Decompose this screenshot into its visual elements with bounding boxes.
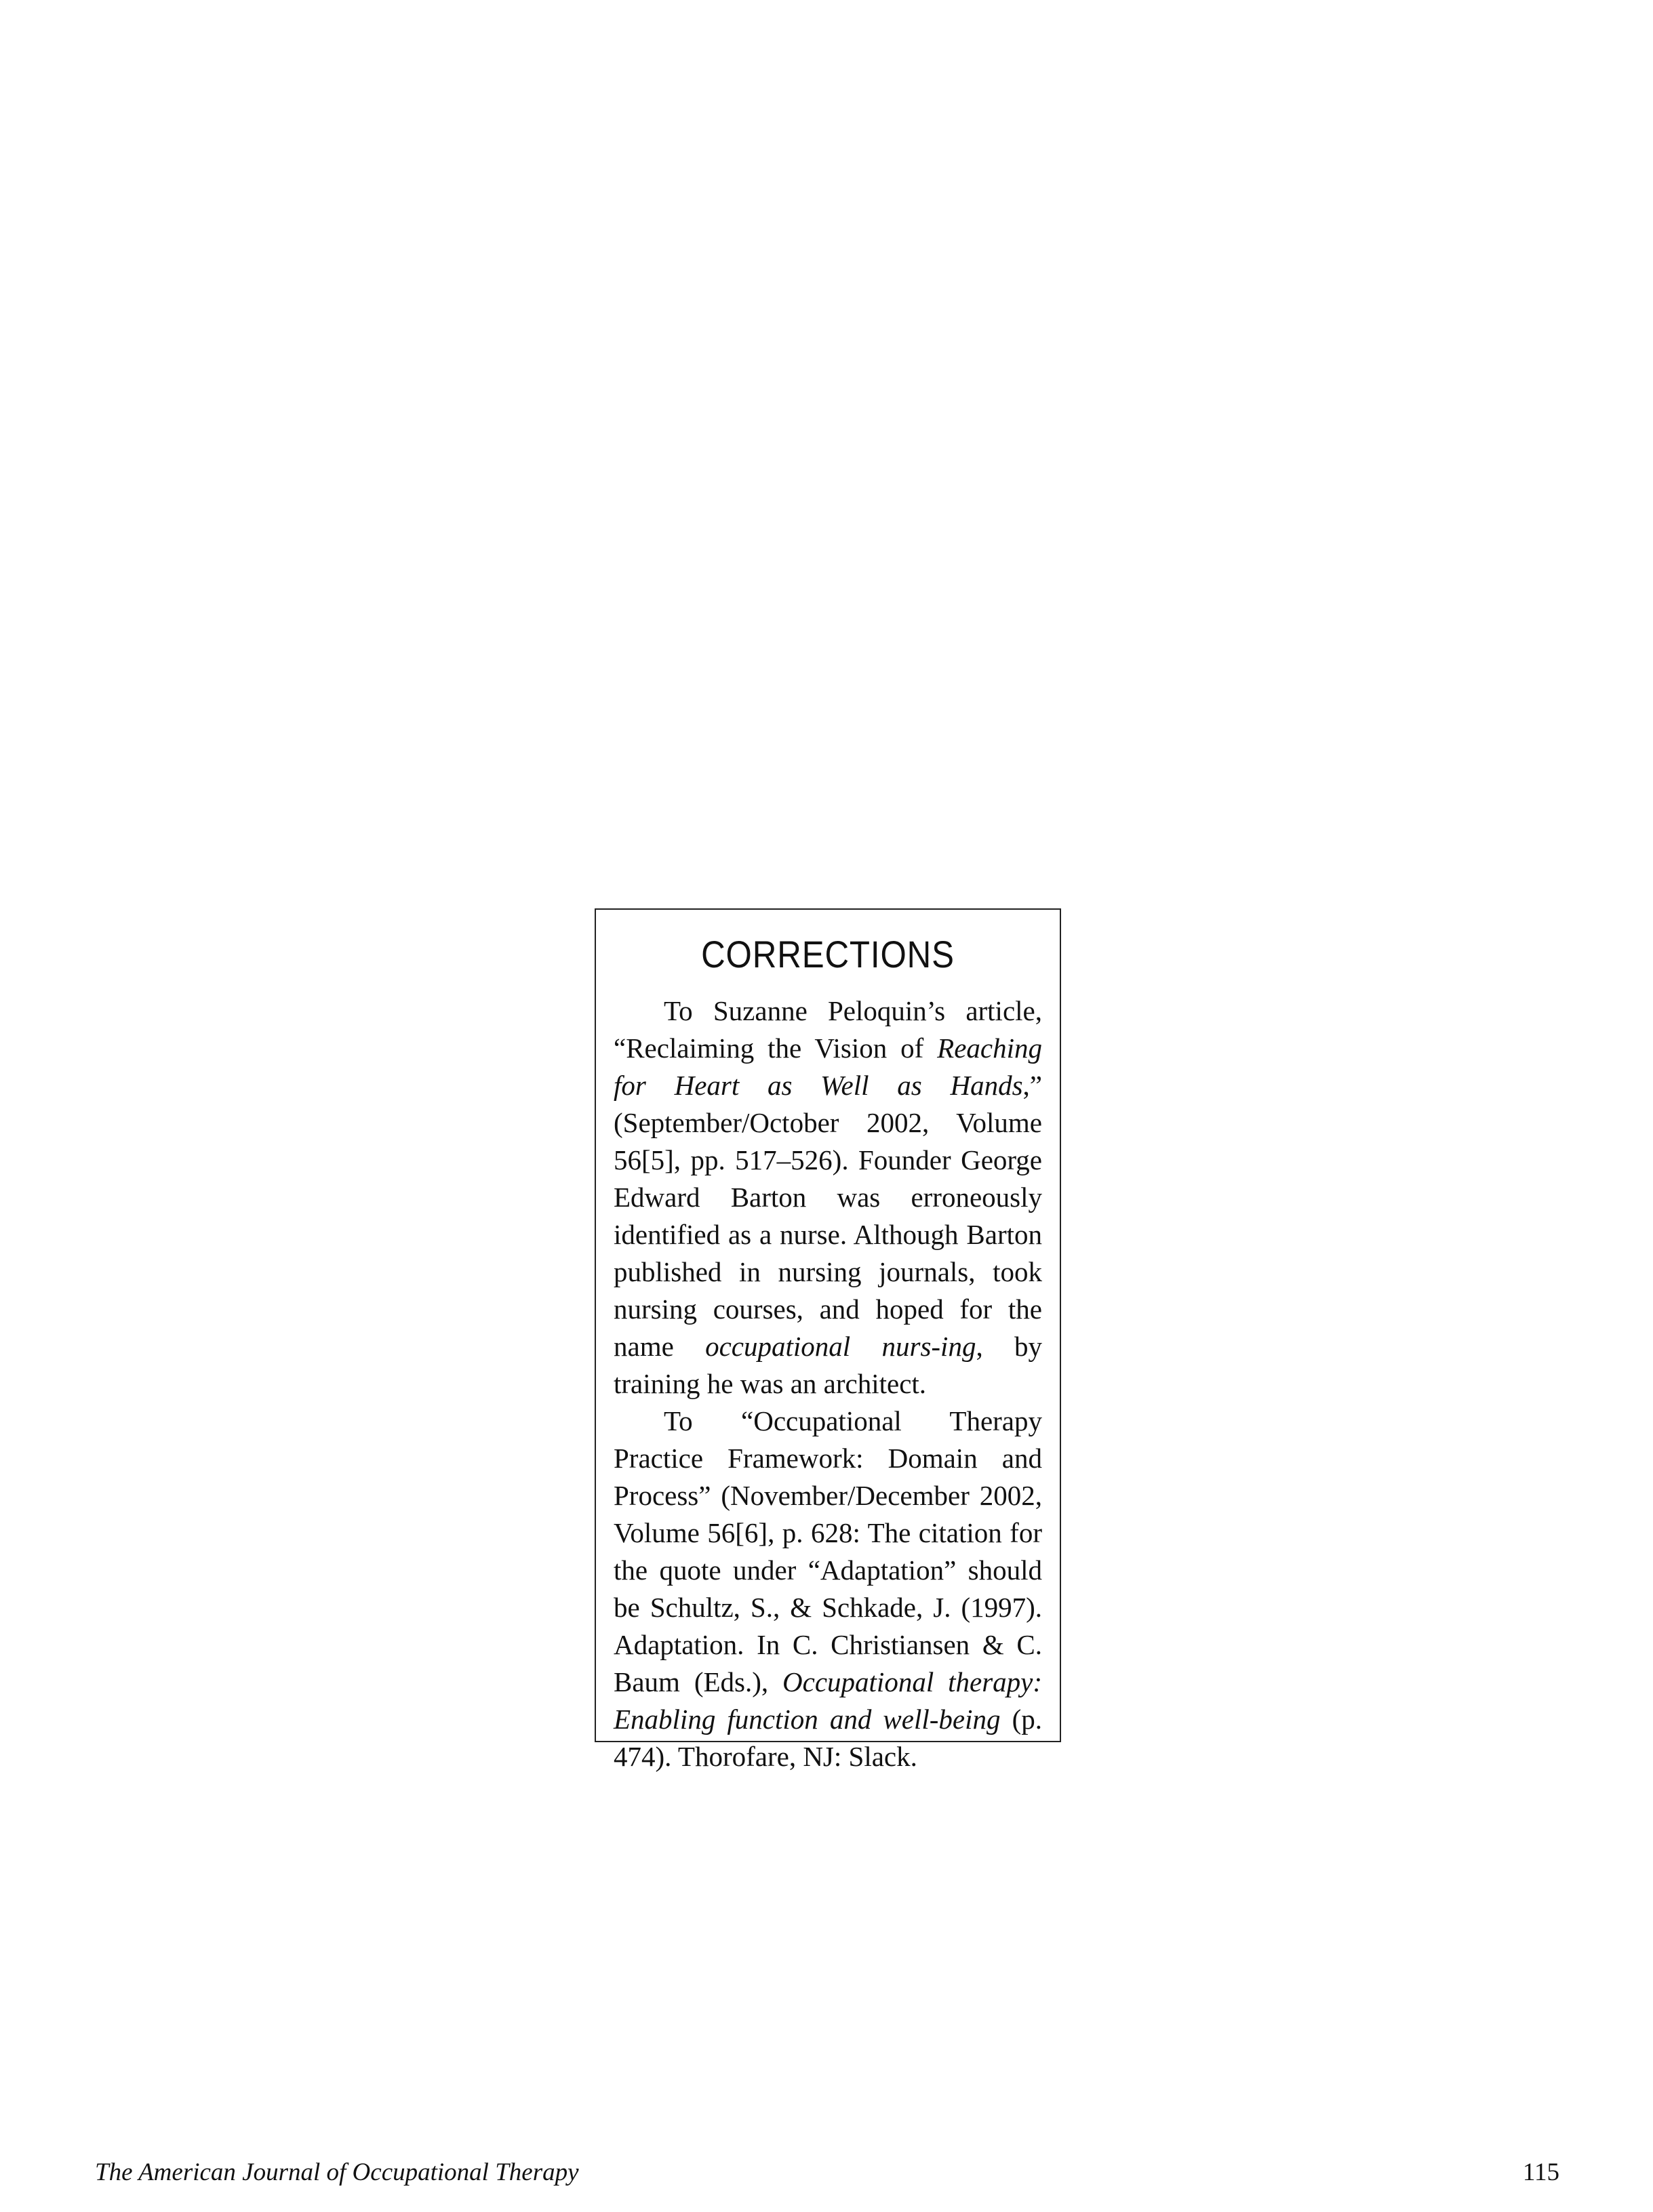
corrections-title: CORRECTIONS xyxy=(701,933,955,976)
paragraph-text: To “Occupational Therapy Practice Framework: Domain and Process” (November/December 2002, Volume 56[6], p. 628: The citation for the quote under “Adaptation” should be Schultz, S., & Schkade, J. (1997). Adaptation. In C. Christiansen & C. Baum (Eds.), xyxy=(614,1405,1042,1697)
paragraph-italic-text: Reaching for Heart as Well as Hands xyxy=(614,1032,1042,1101)
paragraph-text: ,” (September/October 2002, Volume 56[5], pp. 517–526). Founder George Edward Barton was erroneously identified as a nurse. Although Barton published in nursing journals, took nursing courses, and hoped for the name xyxy=(614,1070,1042,1362)
paragraph-italic-text: Occupational therapy: Enabling function and well-being xyxy=(614,1666,1042,1735)
footer-page-number: 115 xyxy=(1522,2158,1559,2186)
paragraph-italic-text: occupational nurs-ing xyxy=(705,1331,976,1362)
paragraph-text: , by training he was an architect. xyxy=(614,1331,1043,1399)
corrections-box xyxy=(595,908,1061,1772)
correction-paragraph-framework xyxy=(614,1403,1042,1775)
footer-journal-name: The American Journal of Occupational Therapy xyxy=(95,2158,579,2186)
correction-paragraph-peloquin xyxy=(614,992,1042,1403)
paragraph-text: (p. 474). Thorofare, NJ: Slack. xyxy=(614,1704,1042,1772)
paragraph-text: To Suzanne Peloquin’s article, “Reclaiming the Vision of xyxy=(614,995,1042,1064)
